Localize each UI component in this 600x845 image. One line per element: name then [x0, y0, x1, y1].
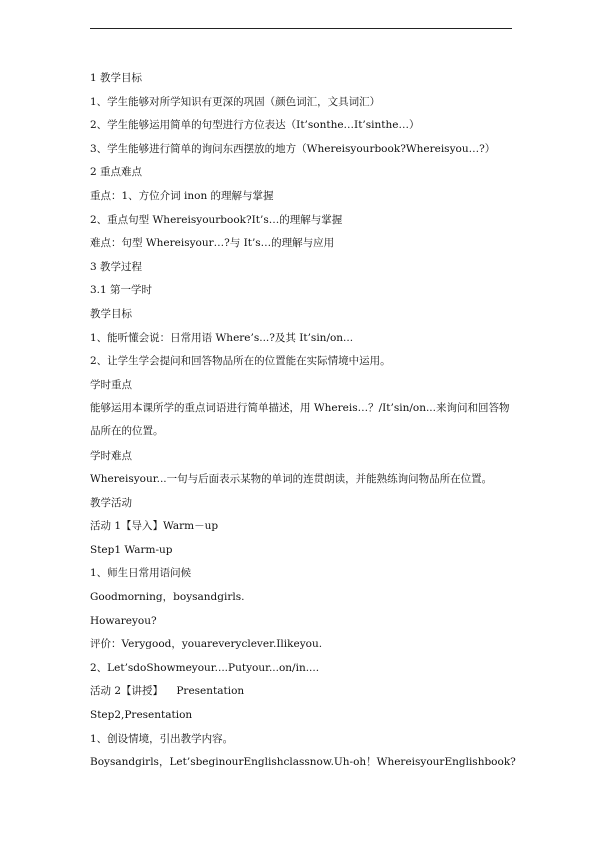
subsection-heading-lesson-1: 3.1 第一学时 [90, 284, 153, 297]
section-heading-objectives: 1 教学目标 [90, 72, 143, 84]
heading-lesson-objectives: 教学目标 [90, 307, 132, 320]
lesson-objective-2: 2、让学生学会提问和回答物品所在的位置能在实际情境中运用。 [90, 355, 391, 368]
section-heading-process: 3 教学过程 [90, 260, 143, 273]
activity-2-heading: 活动 2【讲授】 Presentation [90, 685, 245, 698]
key-point-2: 2、重点句型 Whereisyourbook?It’s…的理解与掌握 [90, 213, 343, 226]
difficulty: 难点：句型 Whereisyour…?与 It’s…的理解与应用 [90, 237, 335, 250]
heading-teaching-activities: 教学活动 [90, 496, 132, 509]
dialogue-line-evaluation: 评价：Verygood，youareveryclever.Ilikeyou. [90, 638, 323, 651]
lesson-difficulty-paragraph: Whereisyour...一句与后面表示某物的单词的连贯朗读，并能熟练询问物品所在位置。 [90, 473, 493, 486]
step-1-heading: Step1 Warm-up [90, 543, 173, 556]
lesson-focus-paragraph: 能够运用本课所学的重点词语进行简单描述，用 Whereis…？/It’sin/on...来询问和回答物品所在的位置。 [90, 401, 510, 438]
heading-lesson-difficulty: 学时难点 [90, 449, 132, 462]
step-2-item-1: 1、创设情境，引出教学内容。 [90, 732, 234, 745]
header-rule [90, 28, 512, 29]
step-2-heading: Step2,Presentation [90, 709, 193, 722]
objective-item-1: 1、学生能够对所学知识有更深的巩固（颜色词汇，文具词汇） [90, 95, 381, 108]
lesson-objective-1: 1、能听懂会说：日常用语 Where’s...?及其 It’sin/on... [90, 331, 354, 344]
dialogue-line-greeting: Goodmorning，boysandgirls. [90, 591, 245, 604]
step-1-item-2: 2、Let’sdoShowmeyour....Putyour...on/in.... [90, 661, 320, 674]
key-point-1: 重点：1、方位介词 inon 的理解与掌握 [90, 189, 274, 202]
document-body [90, 71, 515, 779]
activity-1-heading: 活动 1【导入】Warm－up [90, 520, 219, 533]
objective-item-3: 3、学生能够进行简单的询问东西摆放的地方（Whereisyourbook?Whereisyou…?） [90, 142, 496, 155]
step-1-item-1: 1、师生日常用语问候 [90, 567, 192, 580]
section-heading-key-points: 2 重点难点 [90, 166, 143, 179]
dialogue-line-class-begin: Boysandgirls，Let’sbeginourEnglishclassnow.Uh-oh！WhereisyourEnglishbook? [90, 756, 516, 769]
dialogue-line-how-are-you: Howareyou? [90, 614, 157, 627]
heading-lesson-focus: 学时重点 [90, 378, 132, 391]
objective-item-2: 2、学生能够运用简单的句型进行方位表达（It’sonthe…It’sinthe…） [90, 119, 420, 132]
